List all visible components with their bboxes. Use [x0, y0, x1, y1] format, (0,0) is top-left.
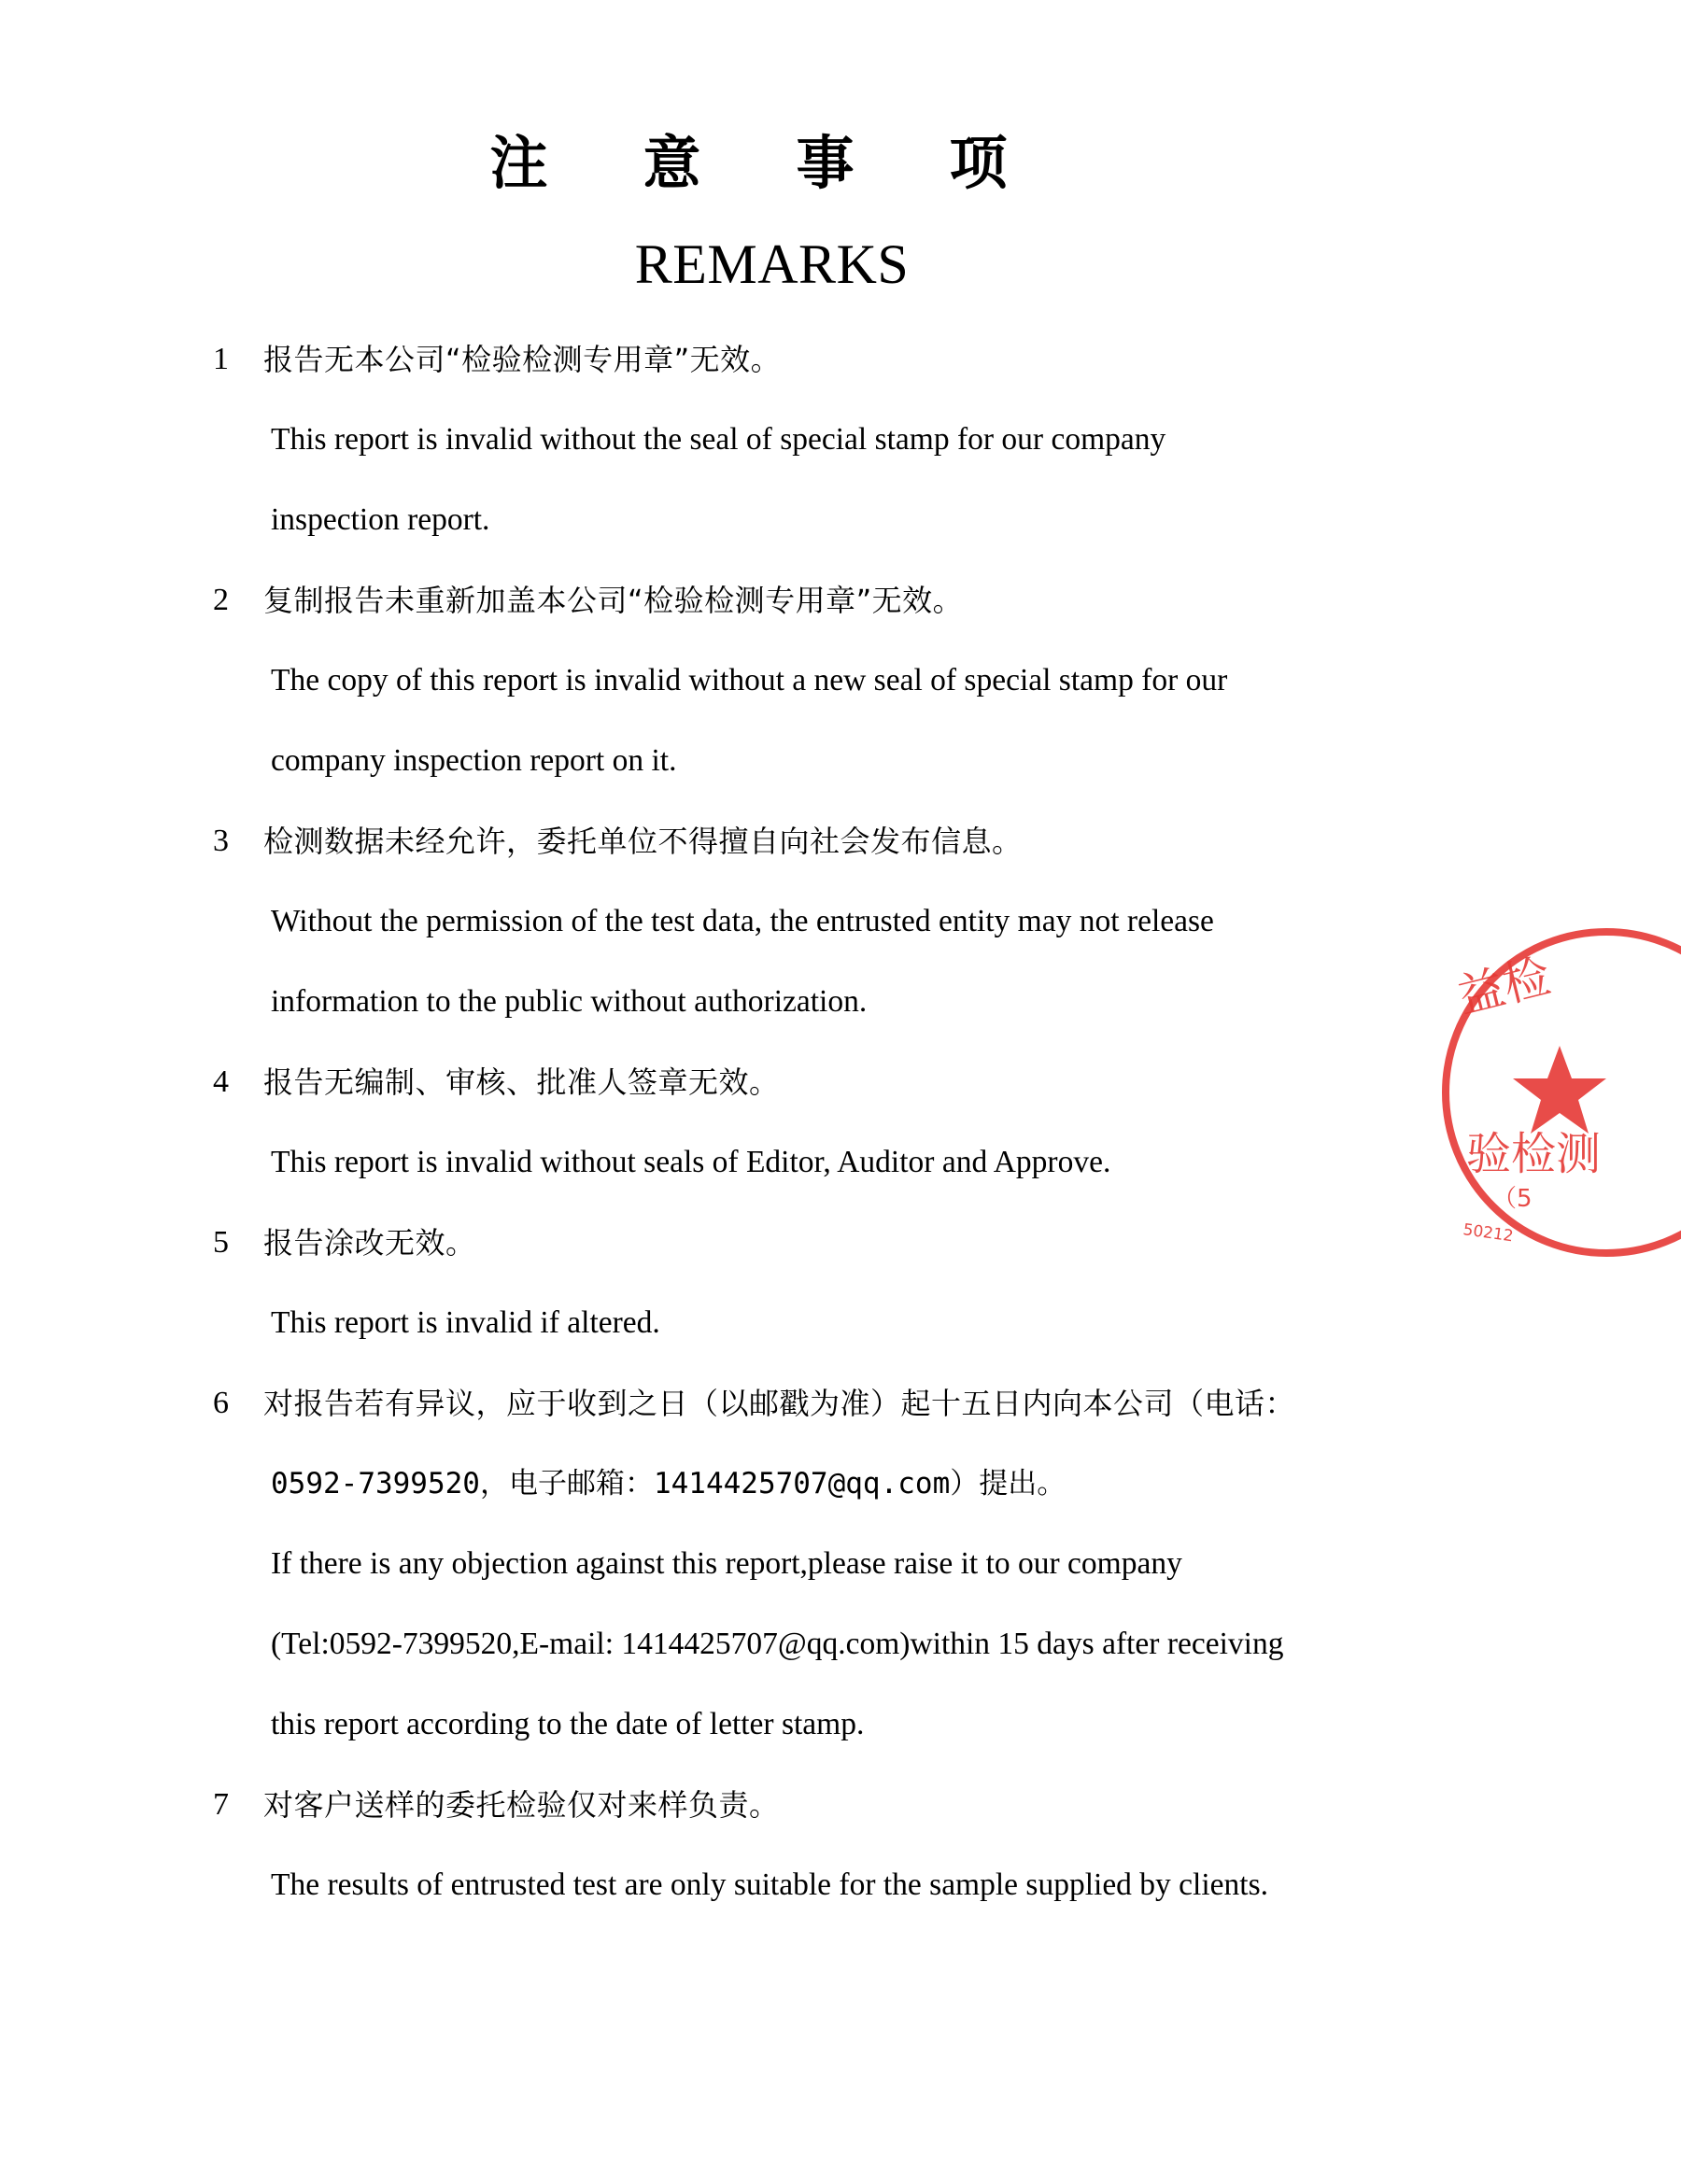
remark-number: 7: [213, 1787, 229, 1822]
remark-number: 5: [213, 1225, 229, 1260]
remark-en-text: If there is any objection against this report,please raise it to our company: [271, 1546, 1182, 1581]
title-char: 事: [796, 129, 901, 197]
remark-en-text: Without the permission of the test data, the entrusted entity may not release: [271, 904, 1214, 938]
remark-cn-text: 对客户送样的委托检验仅对来样负责。: [263, 1787, 780, 1823]
remark-en-text: (Tel:0592-7399520,E-mail: 1414425707@qq.com)within 15 days after receiving: [271, 1627, 1284, 1661]
title-chinese: [0, 126, 1544, 201]
seal-text-mid: 验检测: [1466, 1128, 1602, 1180]
remark-en-text: company inspection report on it.: [271, 743, 677, 778]
title-char: 注: [489, 129, 595, 197]
remark-number: 3: [213, 824, 229, 858]
remark-cn-text: 复制报告未重新加盖本公司“检验检测专用章”无效。: [263, 583, 964, 618]
remark-number: 6: [213, 1386, 229, 1420]
remark-en-text: The results of entrusted test are only suitable for the sample supplied by clients.: [271, 1867, 1269, 1902]
remark-cn-text: 检测数据未经允许，委托单位不得擅自向社会发布信息。: [263, 824, 1023, 859]
remark-number: 1: [213, 342, 229, 376]
remark-cn-text: 报告涂改无效。: [263, 1225, 476, 1261]
official-seal-stamp: [1438, 924, 1681, 1261]
remark-number: 2: [213, 583, 229, 617]
remark-en-text: information to the public without authorization.: [271, 984, 868, 1019]
title-char: 意: [643, 129, 748, 197]
remark-en-text: This report is invalid if altered.: [271, 1305, 660, 1340]
remark-cn-text: 0592-7399520，电子邮箱：1414425707@qq.com）提出。: [271, 1467, 1067, 1501]
remark-en-text: This report is invalid without the seal of special stamp for our company: [271, 422, 1166, 457]
seal-text-number: 50212: [1462, 1220, 1515, 1247]
remark-number: 4: [213, 1064, 229, 1099]
remark-en-text: inspection report.: [271, 502, 490, 537]
seal-text-bottom: （5: [1492, 1185, 1533, 1213]
remark-en-text: this report according to the date of letter stamp.: [271, 1707, 865, 1741]
seal-star-icon: [1513, 1046, 1606, 1134]
remark-cn-text: 报告无本公司“检验检测专用章”无效。: [263, 342, 782, 377]
title-english: REMARKS: [634, 233, 910, 295]
remark-en-text: The copy of this report is invalid without a new seal of special stamp for our: [271, 663, 1228, 697]
seal-text-top: 益检: [1451, 949, 1556, 1024]
title-char: 项: [949, 129, 1054, 197]
remark-cn-text: 对报告若有异议，应于收到之日（以邮戳为准）起十五日内向本公司（电话：: [263, 1386, 1296, 1421]
remark-en-text: This report is invalid without seals of Editor, Auditor and Approve.: [271, 1145, 1111, 1179]
remark-cn-text: 报告无编制、审核、批准人签章无效。: [263, 1064, 780, 1100]
